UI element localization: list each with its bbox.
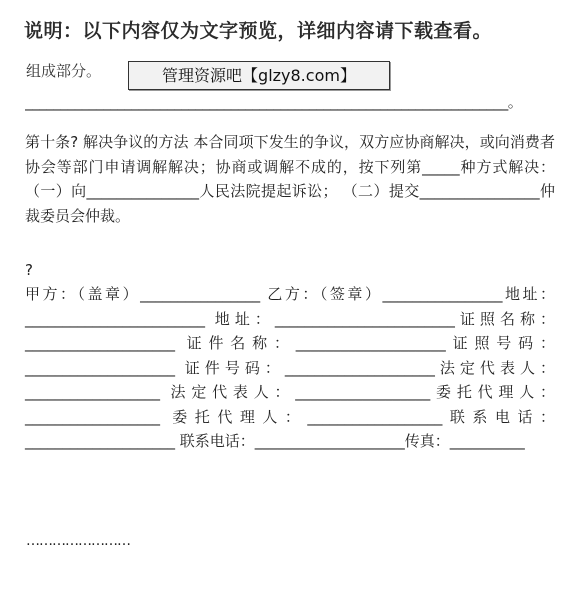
ellipsis-dots: …………………… — [26, 533, 130, 549]
site-badge[interactable]: 管理资源吧【glzy8.com】 — [128, 61, 390, 90]
separator-line: ____________________________________________________________________。 — [25, 93, 523, 111]
section-label: 组成部分。 — [26, 62, 102, 80]
signature-block: 甲方：（盖章）________________ 乙方：（签章）________________地址：________________________ 地址：________________________证照名称：____________________ 证件名称：____________________证照号码：____________________ 证件号码：____________________法定代表人：__________________ 法定代表人：__________________委托代理人：__________________ 委托代理人：__________________联系电话：____________________ 联系电话：____________________传真：__________ — [25, 285, 555, 450]
question-mark-line: ? — [25, 261, 33, 279]
preview-notice: 说明：以下内容仅为文字预览，详细内容请下载查看。 — [24, 20, 493, 42]
article-ten-dispute-resolution: 第十条? 解决争议的方法 本合同项下发生的争议，双方应协商解决，或向消费者协会等部门申请调解解决；协商或调解不成的，按下列第_____种方式解决： （一）向_______________人民法院提起诉讼； （二）提交________________仲裁委员会仲裁。 — [25, 133, 555, 225]
